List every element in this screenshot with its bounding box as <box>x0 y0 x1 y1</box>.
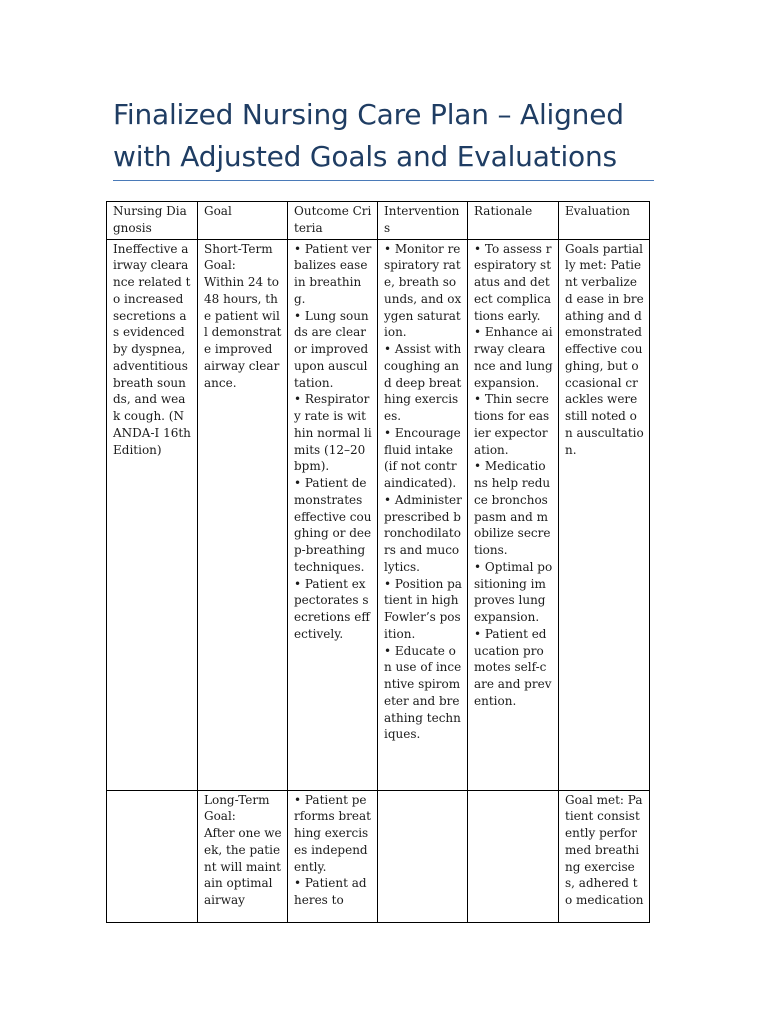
intervention-item: • Monitor respiratory rate, breath sounds, and oxygen saturation. <box>384 241 462 340</box>
cell-diagnosis-empty <box>107 790 198 922</box>
intervention-item: • Position patient in high Fowler’s position. <box>384 576 462 641</box>
table-header-row <box>107 202 650 240</box>
cell-goal <box>198 790 288 922</box>
cell-outcome-criteria <box>288 239 378 790</box>
cell-evaluation: Goals partially met: Patient verbalized ease in breathing and demonstrated effective coughing, but occasional crackles were still noted on auscultation. <box>559 239 650 790</box>
intervention-item: • Encourage fluid intake (if not contraindicated). <box>384 425 461 490</box>
rationale-item: • Enhance airway clearance and lung expansion. <box>474 325 553 390</box>
cell-outcome-criteria <box>288 790 378 922</box>
cell-goal <box>198 239 288 790</box>
header-rationale: Rationale <box>468 202 559 240</box>
outcome-item: • Patient verbalizes ease in breathing. <box>294 241 372 306</box>
outcome-item: • Lung sounds are clear or improved upon auscultation. <box>294 308 369 390</box>
rationale-item: • Medications help reduce bronchospasm and mobilize secretions. <box>474 459 551 557</box>
outcome-item: • Respiratory rate is within normal limits (12–20 bpm). <box>294 392 372 474</box>
goal-text: After one week, the patient will maintain optimal airway <box>204 826 282 907</box>
table-row-long-term <box>107 790 650 922</box>
intervention-item: • Administer prescribed bronchodilators and mucolytics. <box>384 492 462 574</box>
cell-diagnosis: Ineffective airway clearance related to increased secretions as evidenced by dyspnea, adventitious breath sounds, and weak cough. (NANDA-I 16th Edition) <box>107 239 198 790</box>
outcome-item: • Patient adheres to <box>294 876 367 907</box>
rationale-item: • Optimal positioning improves lung expansion. <box>474 559 553 624</box>
table-row-short-term <box>107 239 650 790</box>
rationale-item: • Thin secretions for easier expectoration. <box>474 392 550 457</box>
goal-heading: Short-Term Goal: <box>204 241 273 273</box>
cell-interventions-empty <box>378 790 468 922</box>
rationale-item: • Patient education promotes self-care and prevention. <box>474 626 552 708</box>
cell-rationale-empty <box>468 790 559 922</box>
header-goal: Goal <box>198 202 288 240</box>
intervention-item: • Educate on use of incentive spirometer and breathing techniques. <box>384 643 462 742</box>
outcome-item: • Patient demonstrates effective coughing or deep-breathing techniques. <box>294 476 372 574</box>
title-underline-rule <box>113 180 654 181</box>
header-interventions: Interventions <box>378 202 468 240</box>
outcome-item: • Patient performs breathing exercises independently. <box>294 792 371 874</box>
document-title <box>113 94 673 178</box>
header-nursing-diagnosis: Nursing Diagnosis <box>107 202 198 240</box>
document-title-line-2: with Adjusted Goals and Evaluations <box>113 140 617 173</box>
intervention-item: • Assist with coughing and deep breathing exercises. <box>384 342 462 423</box>
goal-heading: Long-Term Goal: <box>204 792 270 824</box>
care-plan-table <box>106 201 650 923</box>
cell-rationale <box>468 239 559 790</box>
cell-evaluation: Goal met: Patient consistently performed breathing exercises, adhered to medication <box>559 790 650 922</box>
document-title-line-1: Finalized Nursing Care Plan – Aligned <box>113 98 624 131</box>
cell-interventions <box>378 239 468 790</box>
header-evaluation: Evaluation <box>559 202 650 240</box>
rationale-item: • To assess respiratory status and detect complications early. <box>474 241 552 323</box>
goal-text: Within 24 to 48 hours, the patient will demonstrate improved airway clearance. <box>204 275 282 390</box>
outcome-item: • Patient expectorates secretions effectively. <box>294 576 370 641</box>
header-outcome-criteria: Outcome Criteria <box>288 202 378 240</box>
